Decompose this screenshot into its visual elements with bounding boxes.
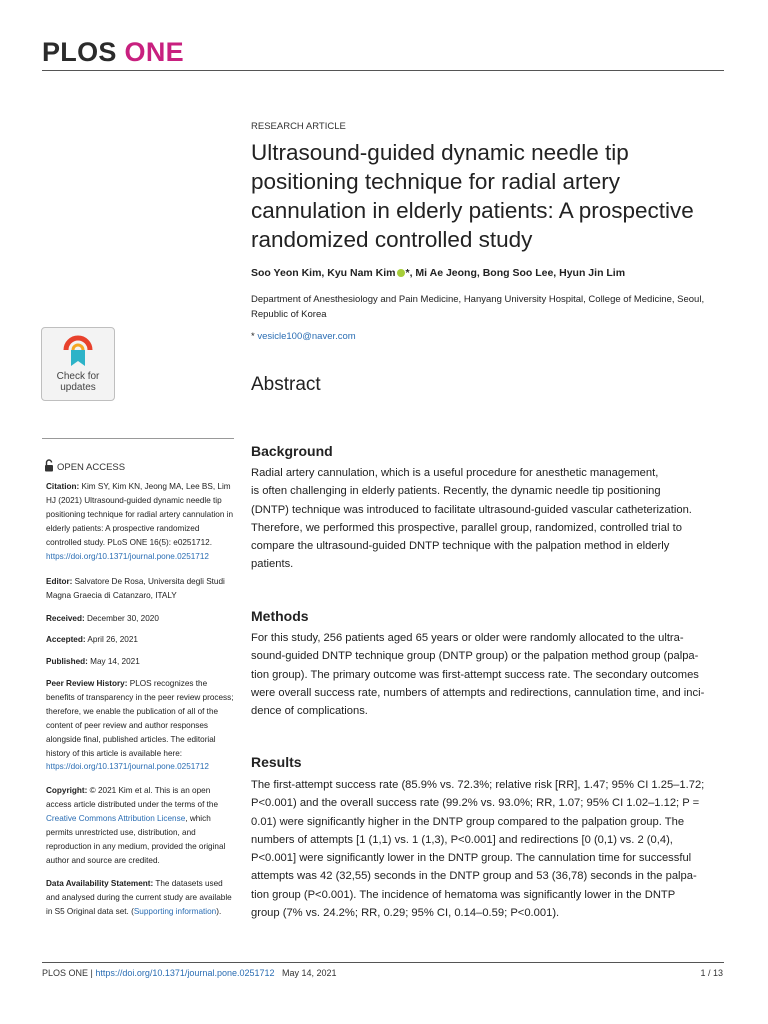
orcid-icon[interactable] bbox=[397, 269, 405, 277]
badge-text: Check for updates bbox=[56, 371, 100, 393]
sidebar-divider bbox=[42, 438, 234, 439]
authors-part-b: *, Mi Ae Jeong, Bong Soo Lee, Hyun Jin Lim bbox=[405, 267, 626, 279]
logo-one: ONE bbox=[124, 37, 184, 67]
article-type: RESEARCH ARTICLE bbox=[251, 121, 346, 132]
citation-doi-link[interactable]: https://doi.org/10.1371/journal.pone.0251712 bbox=[46, 551, 209, 561]
email-link[interactable]: vesicle100@naver.com bbox=[257, 331, 356, 342]
journal-logo[interactable] bbox=[42, 34, 184, 70]
corresponding-email bbox=[251, 331, 721, 342]
logo-plos: PLOS bbox=[42, 37, 117, 67]
header-divider bbox=[42, 70, 724, 71]
results-paragraph: The first-attempt success rate (85.9% vs. 72.3%; relative risk [RR], 1.47; 95% CI 1.25–1.72; P<0.001) and the overall success rate (99.2% vs. 93.0%; RR, 1.07; 95% CI 1.02–1.12; P = 0.01) were significantly higher in the DNTP group compared to the palpation group. The numbers of attempts [1 (1,1) vs. 1 (1,3), P<0.001] and redirections [0 (0,1) vs. 2 (0,4), P<0.001] were significantly lower in the DNTP group. The cannulation time for successful attempts was 42 (32,55) seconds in the DNTP group and 53 (36,78) seconds in the palpa- tion group (P<0.001). The incidence of hematoma was significantly lower in the DNTP group (7% vs. 24.2%; RR, 0.29; 95% CI, 0.14–0.59; P<0.001). bbox=[251, 779, 705, 920]
authors-part-a: Soo Yeon Kim, Kyu Nam Kim bbox=[251, 267, 396, 279]
footer-citation: PLOS ONE | https://doi.org/10.1371/journal.pone.0251712 May 14, 2021 bbox=[42, 968, 337, 978]
page-number: 1 / 13 bbox=[700, 968, 723, 978]
data-availability-block: Data Availability Statement: The datasets used and analysed during the current study are available in S5 Original data set. (Supporting information). bbox=[46, 879, 232, 916]
received-date: Received: December 30, 2020 bbox=[46, 614, 159, 623]
footer-doi-link[interactable]: https://doi.org/10.1371/journal.pone.0251712 bbox=[95, 968, 275, 978]
supporting-info-link[interactable]: Supporting information bbox=[133, 906, 217, 916]
citation-block: Citation: Kim SY, Kim KN, Jeong MA, Lee BS, Lim HJ (2021) Ultrasound-guided dynamic needle tip positioning technique for radial artery cannulation in elderly patients: A prospective randomized controlled study. PLoS ONE 16(5): e0251712. https://doi.org/10.1371/journal.pone.0251712 bbox=[46, 482, 234, 561]
affiliation: Department of Anesthesiology and Pain Medicine, Hanyang University Hospital, College of Medicine, Seoul, Republic of Korea bbox=[251, 294, 705, 320]
article-title: Ultrasound-guided dynamic needle tip positioning technique for radial artery cannulation in elderly patients: A prospective randomized controlled study bbox=[251, 140, 694, 252]
email-prefix: * bbox=[251, 331, 258, 342]
footer-date: May 14, 2021 bbox=[282, 968, 337, 978]
peer-review-block: Peer Review History: PLOS recognizes the benefits of transparency in the peer review process; therefore, we enable the publication of all of the content of peer review and author responses alongside final, published articles. The editorial history of this article is available here: https://doi.org/10.1371/journal.pone.0251712 bbox=[46, 679, 234, 772]
editor-block: Editor: Salvatore De Rosa, Universita degli Studi Magna Graecia di Catanzaro, ITALY bbox=[46, 577, 225, 600]
author-list bbox=[251, 267, 721, 279]
update-check-icon bbox=[62, 333, 94, 369]
background-heading: Background bbox=[251, 443, 333, 459]
methods-heading: Methods bbox=[251, 608, 309, 624]
methods-paragraph: For this study, 256 patients aged 65 years or older were randomly allocated to the ultra- sound-guided DNTP technique group (DNTP group) or the palpation method group (palpa- tion group). The primary outcome was first-attempt success rate. The secondary outcomes were overall success rate, numbers of attempts and redirections, cannulation time, and inci- dence of complications. bbox=[251, 632, 705, 718]
copyright-block: Copyright: © 2021 Kim et al. This is an open access article distributed under the terms of the Creative Commons Attribution License, which permits unrestricted use, distribution, and reproduction in any medium, provided the original author and source are credited. bbox=[46, 786, 226, 865]
license-link[interactable]: Creative Commons Attribution License bbox=[46, 813, 186, 823]
check-for-updates-badge[interactable] bbox=[41, 327, 115, 401]
peer-review-doi-link[interactable]: https://doi.org/10.1371/journal.pone.0251712 bbox=[46, 762, 209, 772]
published-date: Published: May 14, 2021 bbox=[46, 657, 140, 666]
open-lock-icon bbox=[44, 459, 54, 472]
results-heading: Results bbox=[251, 754, 302, 770]
footer-divider bbox=[42, 962, 724, 963]
open-access-label: OPEN ACCESS bbox=[44, 459, 125, 473]
abstract-heading: Abstract bbox=[251, 374, 321, 395]
accepted-date: Accepted: April 26, 2021 bbox=[46, 635, 138, 644]
background-paragraph: Radial artery cannulation, which is a useful procedure for anesthetic management, is often challenging in elderly patients. Recently, the dynamic needle tip positioning (DNTP) technique was introduced to facilitate ultrasound-guided vascular catheterization. Therefore, we performed this prospective, parallel group, randomized, controlled trial to compare the ultrasound-guided DNTP technique with the palpation method in elderly patients. bbox=[251, 467, 692, 571]
